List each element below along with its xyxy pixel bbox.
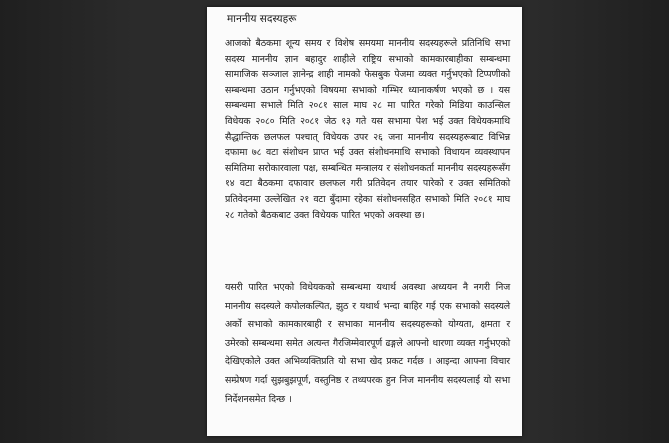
document-page: [207, 7, 522, 436]
paragraph-2: यसरी पारित भएको विधेयकको सम्बन्धमा यथार्थ अवस्था अध्ययन नै नगरी निज माननीय सदस्यले कपोलकल्पित, झुठ र यथार्थ भन्दा बाहिर गई एक सभाको सदस्यले अर्को सभाको कामकारबाही र सभाका माननीय सदस्यहरूको योग्यता, क्षमता र उमेरको सम्बन्धमा समेत अत्यन्त गैरजिम्मेवारपूर्ण ढङ्गले आफ्नो धारणा व्यक्त गर्नुभएको देखिएकोले उक्त अभिव्यक्तिप्रति यो सभा खेद प्रकट गर्दछ । आइन्दा आफ्ना विचार सम्प्रेषण गर्दा सुझबुझपूर्ण, वस्तुनिष्ठ र तथ्यपरक हुन निज माननीय सदस्यलाई यो सभा निर्देशनसमेत दिन्छ ।: [225, 282, 510, 405]
page-heading: माननीय सदस्यहरू: [227, 13, 297, 25]
paragraph-1: आजको बैठकमा शून्य समय र विशेष समयमा माननीय सदस्यहरूले प्रतिनिधि सभा सदस्य माननीय ज्ञान बहादुर शाहीले राष्ट्रिय सभाको कामकारबाहीका सम्बन्धमा सामाजिक सञ्जाल ज्ञानेन्द्र शाही नामको फेसबुक पेजमा व्यक्त गर्नुभएको टिप्पणीको सम्बन्धमा उठान गर्नुभएको विषयमा सभाको गम्भिर ध्यानाकर्षण भएको छ । यस सम्बन्धमा सभाले मिति २०८१ साल माघ २८ मा पारित गरेको मिडिया काउन्सिल विधेयक २०८० मिति २०८१ जेठ १३ गते यस सभामा पेश भई उक्त विधेयकमाथि सैद्धान्तिक छलफल पश्चात् विधेयक उपर २६ जना माननीय सदस्यहरूबाट विभिन्न दफामा ७८ वटा संशोधन प्राप्त भई उक्त संशोधनमाथि सभाको विधायन व्यवस्थापन समितिमा सरोकारवाला पक्ष, सम्बन्धित मन्त्रालय र संशोधनकर्ता माननीय सदस्यहरूसँग १४ वटा बैठकमा दफावार छलफल गरी प्रतिवेदन तयार पारेको र उक्त समितिको प्रतिवेदनमा उल्लेखित २१ वटा बुँदामा रहेका संशोधनसहित सभाको मिति २०८१ माघ २८ गतेको बैठकबाट उक्त विधेयक पारित भएको अवस्था छ।: [225, 38, 510, 221]
